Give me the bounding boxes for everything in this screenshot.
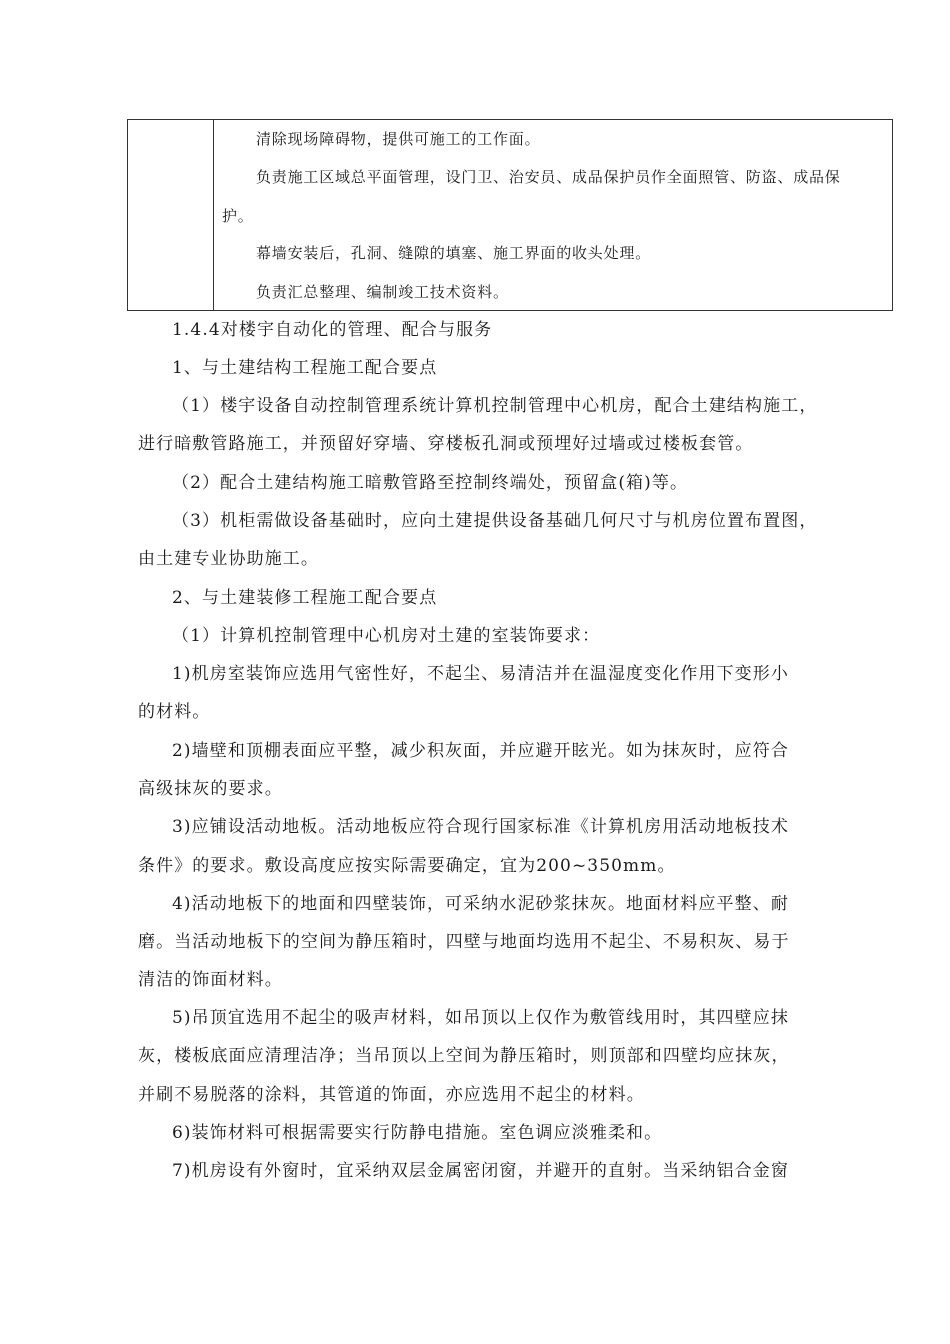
subsection-heading: 1、与土建结构工程施工配合要点 [172,358,438,378]
paragraph-line: 灰，楼板底面应清理洁净；当吊顶以上空间为静压箱时，则顶部和四壁均应抹灰， [138,1046,790,1066]
table-row: 清除现场障碍物，提供可施工的工作面。 [256,130,541,148]
paragraph-line: （2）配合土建结构施工暗敷管路至控制终端处，预留盒(箱)等。 [172,473,689,493]
paragraph-line: 磨。当活动地板下的空间为静压箱时，四壁与地面均选用不起尘、不易积灰、易于 [138,932,790,952]
section-heading: 1.4.4对楼宇自动化的管理、配合与服务 [172,320,493,340]
paragraph-line: 3)应铺设活动地板。活动地板应符合现行国家标准《计算机房用活动地板技术 [172,817,789,837]
paragraph-line: 清洁的饰面材料。 [138,970,283,990]
paragraph-line: 1)机房室装饰应选用气密性好，不起尘、易清洁并在温湿度变化作用下变形小 [172,664,789,684]
paragraph-line: 由土建专业协助施工。 [138,549,319,569]
table-row: 幕墙安装后，孔洞、缝隙的填塞、施工界面的收头处理。 [256,244,652,262]
paragraph-line: 7)机房设有外窗时，宜采纳双层金属密闭窗，并避开的直射。当采纳铝合金窗 [172,1161,789,1181]
paragraph-line: 的材料。 [138,702,211,722]
paragraph-line: （3）机柜需做设备基础时，应向土建提供设备基础几何尺寸与机房位置布置图， [172,511,818,531]
table-row: 护。 [222,207,254,225]
table-row: 负责施工区域总平面管理，设门卫、治安员、成品保护员作全面照管、防盗、成品保 [256,168,841,186]
paragraph-line: 6)装饰材料可根据需要实行防静电措施。室色调应淡雅柔和。 [172,1123,663,1143]
paragraph-line: 并刷不易脱落的涂料，其管道的饰面，亦应选用不起尘的材料。 [138,1085,645,1105]
paragraph-line: （1）楼宇设备自动控制管理系统计算机控制管理中心机房，配合土建结构施工， [172,396,818,416]
paragraph-line: 进行暗敷管路施工，并预留好穿墙、穿楼板孔洞或预埋好过墙或过楼板套管。 [138,434,754,454]
paragraph-line: 2)墙壁和顶棚表面应平整，减少积灰面，并应避开眩光。如为抹灰时，应符合 [172,741,789,761]
paragraph-line: 4)活动地板下的地面和四壁装饰，可采纳水泥砂浆抹灰。地面材料应平整、耐 [172,894,789,914]
table-row: 负责汇总整理、编制竣工技术资料。 [256,283,509,301]
paragraph-line: （1）计算机控制管理中心机房对土建的室装饰要求： [172,626,601,646]
paragraph-line: 高级抹灰的要求。 [138,779,283,799]
table-column-divider [213,120,214,310]
paragraph-line: 5)吊顶宜选用不起尘的吸声材料，如吊顶以上仅作为敷管线用时，其四壁应抹 [172,1008,789,1028]
paragraph-line: 条件》的要求。敷设高度应按实际需要确定，宜为200~350mm。 [138,856,676,876]
subsection-heading: 2、与土建装修工程施工配合要点 [172,588,438,608]
